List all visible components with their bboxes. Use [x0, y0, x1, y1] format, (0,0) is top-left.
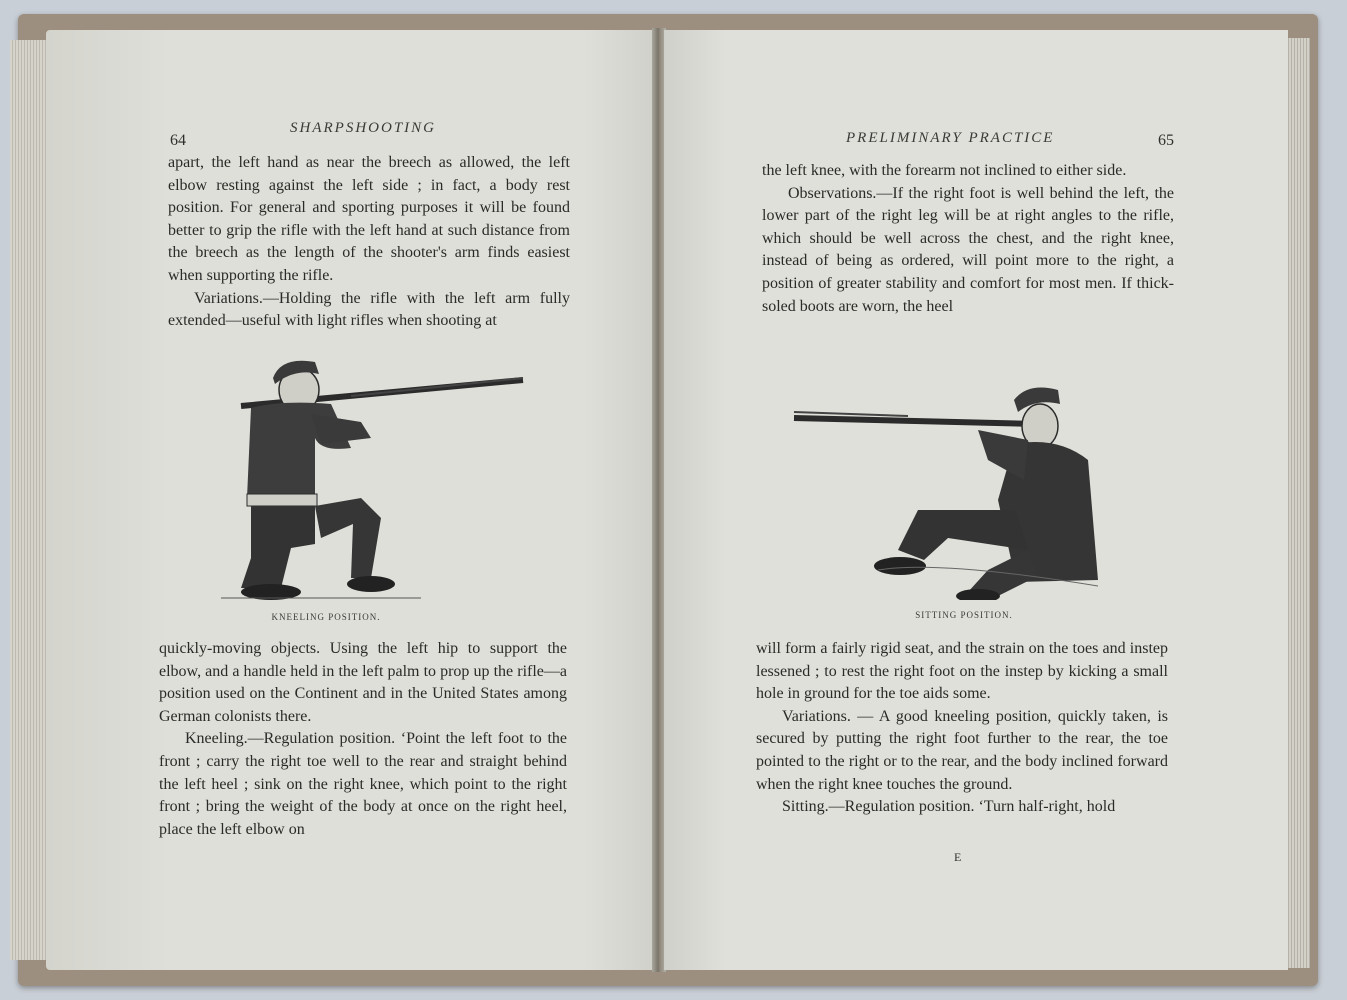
page-number: 64	[170, 132, 186, 149]
paragraph: will form a fairly rigid seat, and the strain on the toes and instep lessened ; to rest the right foot on the instep by kicking a small hole in ground for the toe aids some.	[756, 640, 1168, 703]
figure-caption: KNEELING POSITION.	[271, 612, 381, 622]
text-block-bottom	[756, 638, 1168, 819]
text-block-top	[168, 152, 570, 333]
signature-mark: E	[954, 850, 962, 864]
paragraph: the left knee, with the forearm not inclined to either side.	[762, 162, 1127, 179]
paragraph: Variations.—Holding the rifle with the left arm fully extended—useful with light rifles when shooting at	[168, 289, 570, 330]
kneeling-soldier-illustration	[211, 348, 531, 608]
right-page	[664, 30, 1288, 970]
text-block-bottom	[159, 638, 567, 841]
sitting-soldier-illustration	[788, 360, 1128, 600]
paragraph: Variations. — A good kneeling position, quickly taken, is secured by putting the right foot further to the rear, the toe pointed to the right or to the rear, and the body inclined forward when the right knee touches the ground.	[756, 707, 1168, 793]
paragraph: apart, the left hand as near the breech as allowed, the left elbow resting against the left side ; in fact, a body rest position. For general and sporting purposes it will be found better to grip the rifle with the left hand at such distance from the breech as the length of the shooter's arm finds easiest when supporting the rifle.	[168, 154, 570, 284]
page-edges-right	[1286, 38, 1310, 968]
paragraph: Sitting.—Regulation position. ‘Turn half-right, hold	[782, 798, 1116, 816]
running-head: SHARPSHOOTING	[290, 120, 436, 136]
page-number: 65	[1158, 132, 1174, 149]
text-block-top	[762, 160, 1174, 318]
paragraph: Kneeling.—Regulation position. ‘Point the left foot to the front ; carry the right toe well to the rear and straight behind the left heel ; sink on the right knee, which point to the right front ; bring the weight of the body at once on the right heel, place the left elbow on	[159, 730, 567, 838]
figure-caption: SITTING POSITION.	[915, 610, 1013, 620]
paragraph: Observations.—If the right foot is well behind the left, the lower part of the right leg will be at right angles to the rifle, which should be well across the chest, and the right knee, instead of being as ordered, will point more to the right, a position of greater stability and comfort for most men. If thick-soled boots are worn, the heel	[762, 184, 1174, 315]
left-page	[46, 30, 658, 970]
running-head: PRELIMINARY PRACTICE	[846, 130, 1055, 146]
paragraph: quickly-moving objects. Using the left hip to support the elbow, and a handle held in the left palm to prop up the rifle—a position used on the Continent and in the United States among German colonists there.	[159, 640, 567, 725]
